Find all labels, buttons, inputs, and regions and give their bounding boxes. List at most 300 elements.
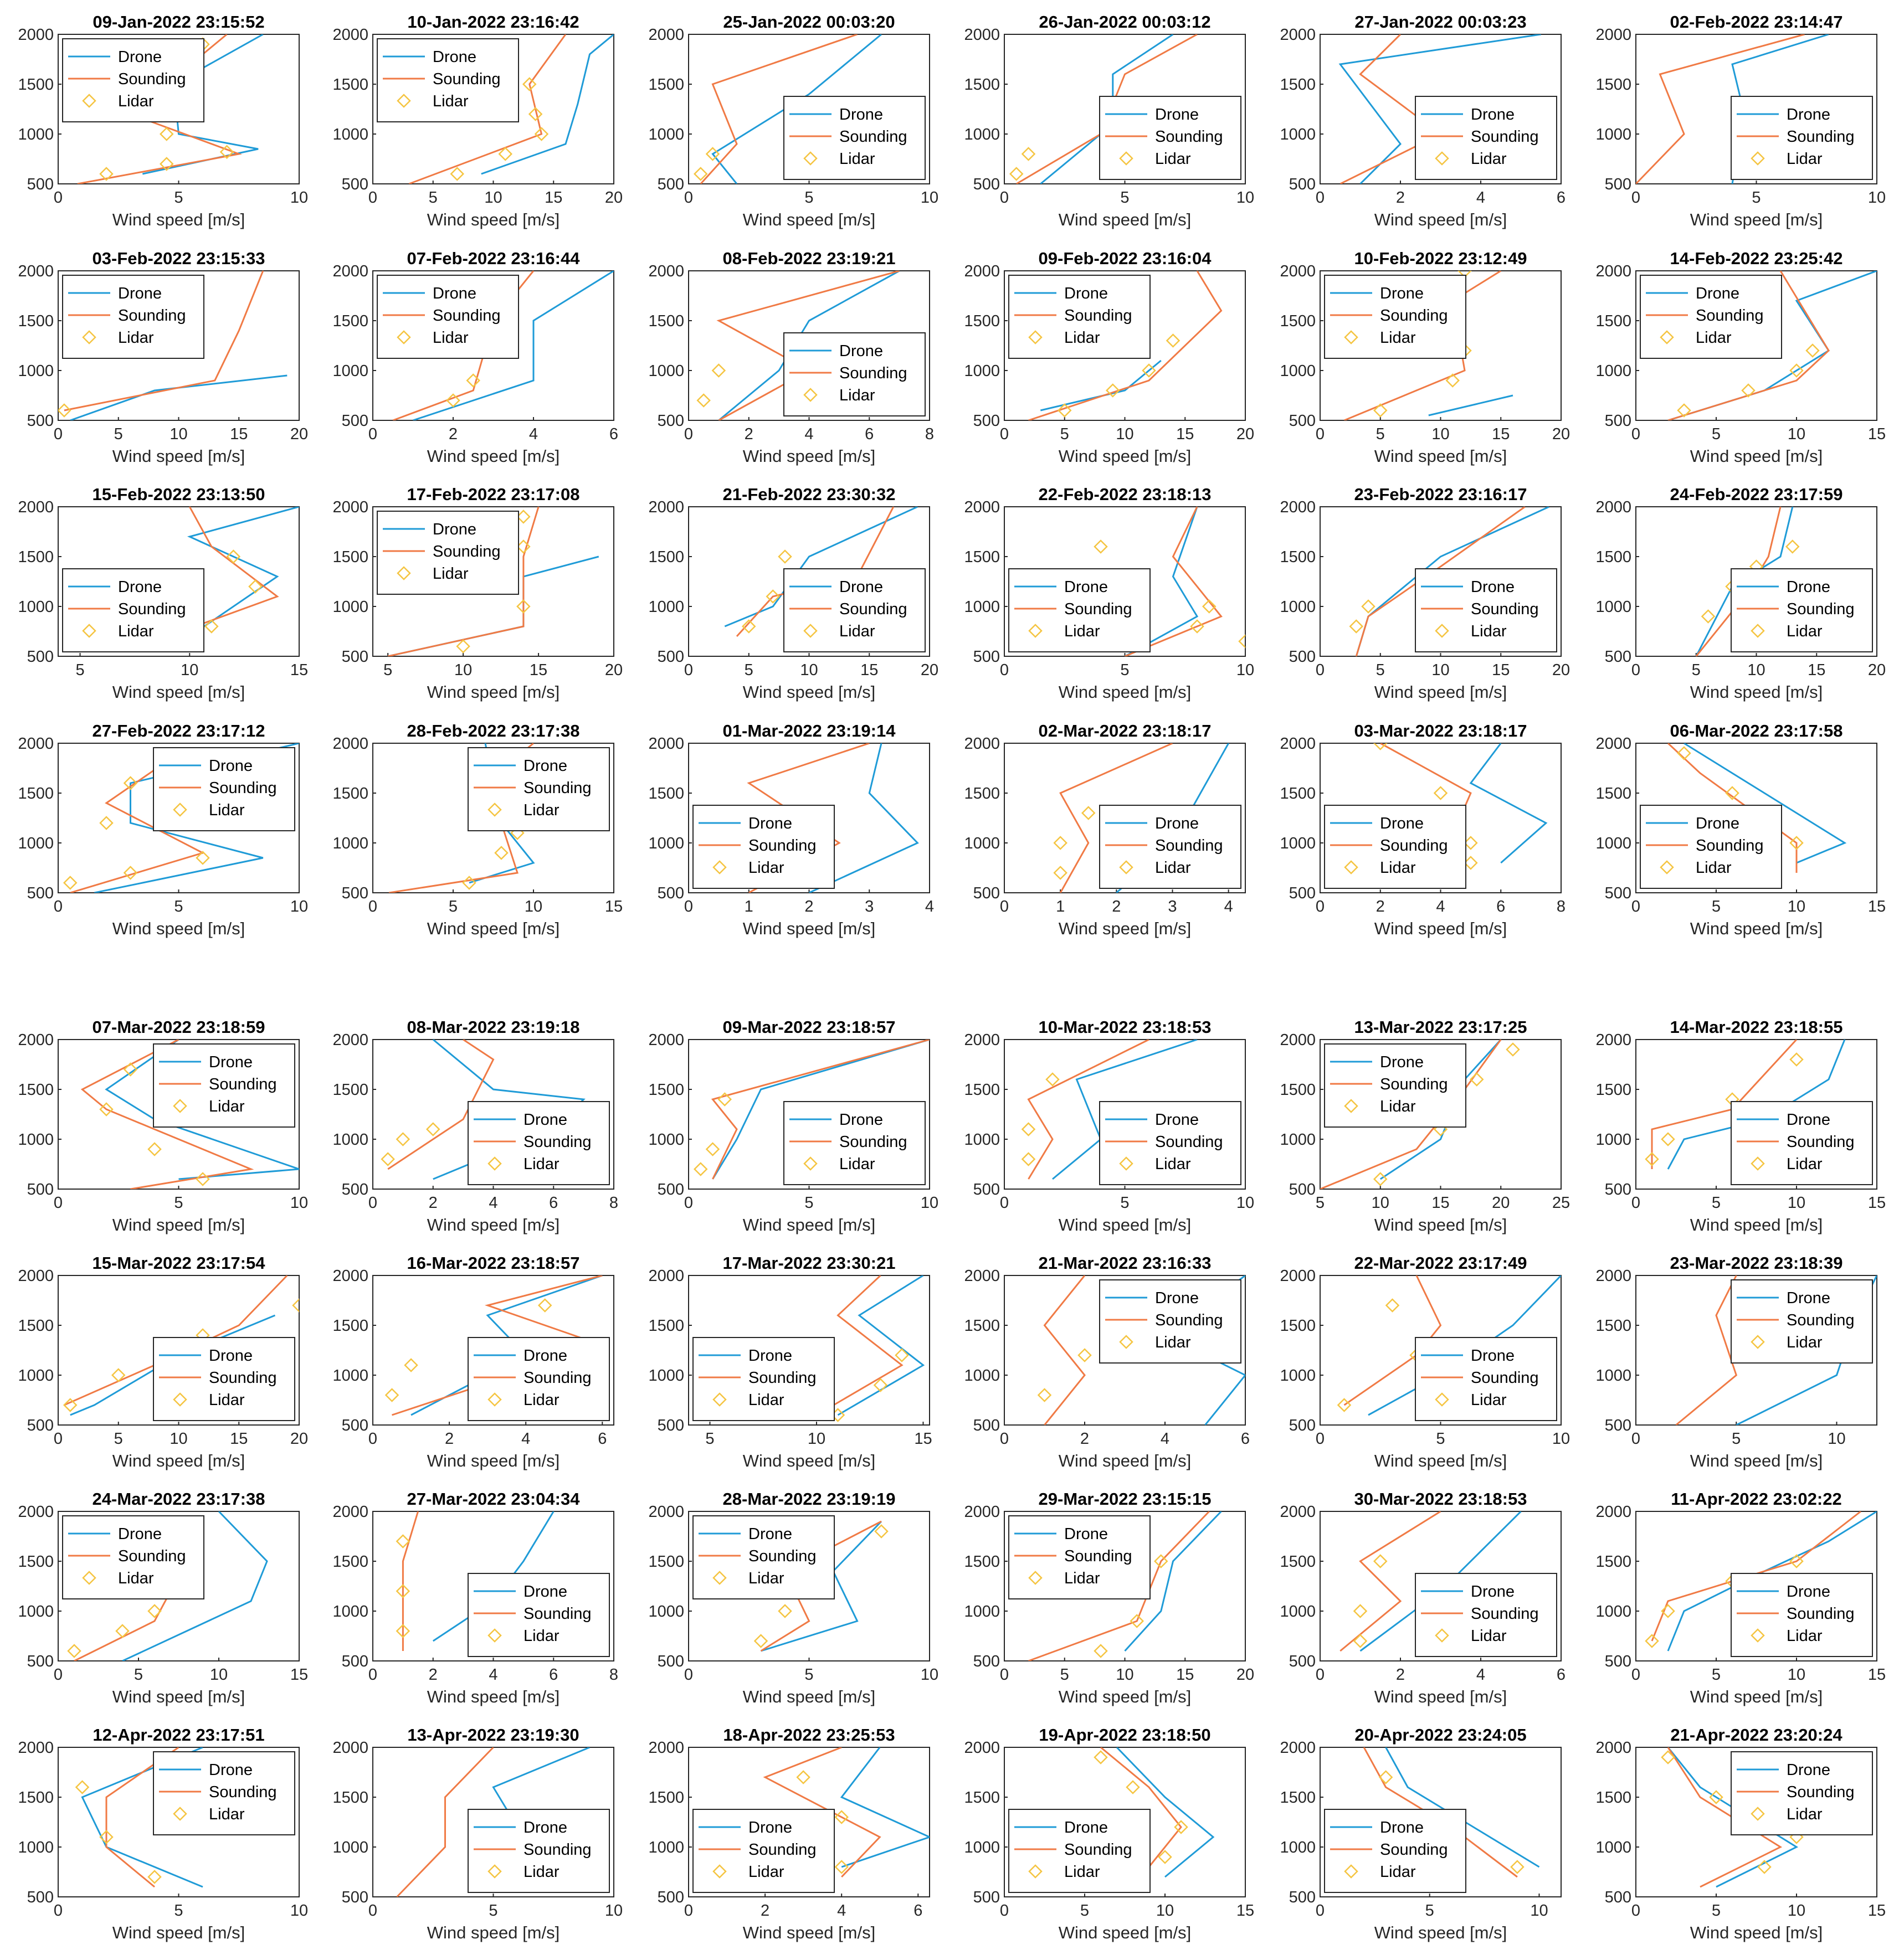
chart-panel bbox=[1280, 721, 1566, 938]
chart-title: 18-Apr-2022 23:25:53 bbox=[723, 1725, 895, 1745]
legend-sounding-label: Sounding bbox=[523, 1841, 592, 1859]
y-tick-label: 2000 bbox=[964, 1739, 1000, 1757]
y-tick-label: 1500 bbox=[1595, 1789, 1631, 1807]
legend-sounding-label: Sounding bbox=[433, 307, 501, 325]
x-tick-label: 4 bbox=[521, 1430, 531, 1448]
x-axis-label: Wind speed [m/s] bbox=[427, 210, 560, 229]
legend-drone-label: Drone bbox=[748, 815, 792, 832]
y-tick-label: 500 bbox=[657, 1653, 684, 1670]
legend-lidar-label: Lidar bbox=[1380, 1098, 1416, 1115]
legend-lidar-label: Lidar bbox=[1155, 1334, 1191, 1351]
chart-title: 27-Jan-2022 00:03:23 bbox=[1354, 12, 1527, 32]
y-tick-label: 2000 bbox=[1595, 1739, 1631, 1757]
x-axis-label: Wind speed [m/s] bbox=[1374, 1687, 1507, 1706]
y-tick-label: 2000 bbox=[648, 1267, 684, 1285]
y-tick-label: 1500 bbox=[964, 548, 1000, 566]
x-axis-label: Wind speed [m/s] bbox=[742, 210, 876, 229]
x-tick-label: 5 bbox=[1315, 1194, 1325, 1212]
chart-title: 22-Mar-2022 23:17:49 bbox=[1354, 1253, 1527, 1273]
chart-panel bbox=[648, 249, 934, 466]
legend-lidar-label: Lidar bbox=[839, 150, 875, 168]
legend-lidar-label: Lidar bbox=[118, 92, 154, 110]
x-tick-label: 25 bbox=[1552, 1194, 1570, 1212]
y-tick-label: 500 bbox=[973, 1889, 1000, 1906]
x-axis-label: Wind speed [m/s] bbox=[427, 446, 560, 466]
y-tick-label: 2000 bbox=[332, 1031, 368, 1049]
y-tick-label: 1000 bbox=[1595, 1131, 1631, 1149]
y-tick-label: 1500 bbox=[332, 1789, 368, 1807]
legend-drone-label: Drone bbox=[1064, 578, 1108, 596]
legend-lidar-label: Lidar bbox=[1380, 329, 1416, 347]
y-tick-label: 1500 bbox=[1280, 1789, 1316, 1807]
x-tick-label: 15 bbox=[1867, 898, 1886, 915]
y-tick-label: 1500 bbox=[964, 1789, 1000, 1807]
x-tick-label: 4 bbox=[925, 898, 935, 915]
y-tick-label: 1000 bbox=[648, 1839, 684, 1856]
x-tick-label: 5 bbox=[1376, 425, 1385, 443]
chart-title: 12-Apr-2022 23:17:51 bbox=[93, 1725, 265, 1745]
y-tick-label: 2000 bbox=[18, 498, 54, 516]
y-tick-label: 1000 bbox=[18, 1367, 54, 1385]
legend bbox=[377, 39, 519, 122]
legend-lidar-label: Lidar bbox=[523, 1627, 560, 1645]
x-tick-label: 5 bbox=[804, 189, 814, 207]
x-tick-label: 20 bbox=[1552, 661, 1570, 679]
y-tick-label: 500 bbox=[1289, 884, 1316, 902]
x-tick-label: 5 bbox=[1711, 898, 1721, 915]
x-tick-label: 10 bbox=[524, 898, 543, 915]
y-tick-label: 2000 bbox=[1280, 1503, 1316, 1521]
x-tick-label: 10 bbox=[1828, 1430, 1846, 1448]
legend bbox=[377, 275, 519, 358]
x-axis-label: Wind speed [m/s] bbox=[427, 1923, 560, 1942]
legend bbox=[1325, 1809, 1466, 1892]
chart-title: 22-Feb-2022 23:18:13 bbox=[1038, 485, 1212, 504]
chart-title: 17-Feb-2022 23:17:08 bbox=[407, 485, 580, 504]
y-tick-label: 2000 bbox=[964, 1031, 1000, 1049]
x-tick-label: 4 bbox=[489, 1194, 498, 1212]
legend-lidar-label: Lidar bbox=[748, 1391, 784, 1409]
y-tick-label: 1000 bbox=[18, 1131, 54, 1149]
y-tick-label: 2000 bbox=[964, 735, 1000, 753]
legend-drone-label: Drone bbox=[1380, 285, 1424, 302]
y-tick-label: 2000 bbox=[648, 1031, 684, 1049]
x-tick-label: 2 bbox=[1395, 1666, 1405, 1684]
x-axis-label: Wind speed [m/s] bbox=[742, 682, 876, 702]
x-tick-label: 5 bbox=[804, 1194, 814, 1212]
x-tick-label: 15 bbox=[1867, 1666, 1886, 1684]
legend-drone-label: Drone bbox=[1380, 1053, 1424, 1071]
x-axis-label: Wind speed [m/s] bbox=[742, 1923, 876, 1942]
legend bbox=[1009, 1516, 1150, 1599]
legend-sounding-label: Sounding bbox=[1064, 600, 1132, 618]
x-tick-label: 10 bbox=[1236, 661, 1255, 679]
x-tick-label: 10 bbox=[454, 661, 473, 679]
legend-lidar-label: Lidar bbox=[1471, 150, 1507, 168]
chart-title: 26-Jan-2022 00:03:12 bbox=[1039, 12, 1211, 32]
y-tick-label: 1500 bbox=[18, 785, 54, 802]
y-tick-label: 1000 bbox=[964, 1839, 1000, 1856]
y-tick-label: 500 bbox=[1604, 412, 1631, 430]
x-tick-label: 15 bbox=[1867, 1902, 1886, 1920]
legend-sounding-label: Sounding bbox=[523, 779, 592, 797]
y-tick-label: 500 bbox=[657, 1417, 684, 1434]
y-tick-label: 1500 bbox=[1595, 76, 1631, 94]
legend-lidar-label: Lidar bbox=[1380, 859, 1416, 877]
y-tick-label: 2000 bbox=[332, 735, 368, 753]
legend-sounding-label: Sounding bbox=[748, 1841, 817, 1859]
legend bbox=[1325, 805, 1466, 888]
x-tick-label: 0 bbox=[684, 189, 694, 207]
legend-drone-label: Drone bbox=[1155, 1111, 1199, 1129]
y-tick-label: 1500 bbox=[1280, 1553, 1316, 1571]
x-tick-label: 0 bbox=[1315, 1902, 1325, 1920]
y-tick-label: 2000 bbox=[332, 263, 368, 280]
legend-sounding-label: Sounding bbox=[1155, 1133, 1223, 1151]
legend bbox=[1640, 805, 1782, 888]
x-tick-label: 15 bbox=[529, 661, 548, 679]
legend bbox=[63, 275, 204, 358]
y-tick-label: 2000 bbox=[1280, 1031, 1316, 1049]
y-tick-label: 500 bbox=[657, 648, 684, 666]
x-tick-label: 10 bbox=[1156, 1902, 1174, 1920]
x-tick-label: 10 bbox=[1116, 425, 1134, 443]
legend bbox=[1640, 275, 1782, 358]
x-tick-label: 10 bbox=[920, 1666, 939, 1684]
x-tick-label: 0 bbox=[1631, 898, 1641, 915]
legend-drone-label: Drone bbox=[1064, 1819, 1108, 1836]
y-tick-label: 1000 bbox=[332, 1603, 368, 1621]
x-tick-label: 2 bbox=[428, 1666, 438, 1684]
chart-panel bbox=[1595, 485, 1886, 702]
chart-title: 24-Mar-2022 23:17:38 bbox=[92, 1489, 265, 1509]
legend-sounding-label: Sounding bbox=[523, 1369, 592, 1387]
legend-sounding-label: Sounding bbox=[1155, 837, 1223, 855]
y-tick-label: 1500 bbox=[1280, 76, 1316, 94]
y-tick-label: 1000 bbox=[964, 835, 1000, 852]
x-tick-label: 10 bbox=[1236, 1194, 1255, 1212]
x-tick-label: 0 bbox=[1315, 189, 1325, 207]
legend bbox=[693, 1516, 834, 1599]
legend-drone-label: Drone bbox=[433, 521, 476, 538]
x-tick-label: 0 bbox=[1315, 898, 1325, 915]
chart-title: 16-Mar-2022 23:18:57 bbox=[407, 1253, 580, 1273]
x-tick-label: 5 bbox=[1711, 1194, 1721, 1212]
legend bbox=[1325, 1044, 1466, 1127]
x-tick-label: 10 bbox=[1787, 1194, 1806, 1212]
y-tick-label: 2000 bbox=[964, 263, 1000, 280]
legend-lidar-label: Lidar bbox=[1696, 329, 1732, 347]
legend-drone-label: Drone bbox=[1787, 106, 1830, 124]
y-tick-label: 500 bbox=[27, 176, 54, 193]
y-tick-label: 1500 bbox=[1280, 548, 1316, 566]
x-tick-label: 0 bbox=[368, 1194, 378, 1212]
x-tick-label: 2 bbox=[1112, 898, 1121, 915]
x-tick-label: 5 bbox=[1711, 1902, 1721, 1920]
legend-sounding-label: Sounding bbox=[433, 543, 501, 560]
legend-lidar-label: Lidar bbox=[1787, 623, 1823, 640]
legend-drone-label: Drone bbox=[1787, 1289, 1830, 1307]
y-tick-label: 500 bbox=[1604, 648, 1631, 666]
legend-drone-label: Drone bbox=[1155, 106, 1199, 124]
legend-lidar-label: Lidar bbox=[1380, 1863, 1416, 1881]
chart-panel bbox=[1280, 1725, 1561, 1942]
x-tick-label: 5 bbox=[134, 1666, 143, 1684]
x-tick-label: 5 bbox=[1120, 661, 1130, 679]
y-tick-label: 1000 bbox=[964, 1603, 1000, 1621]
legend-drone-label: Drone bbox=[433, 285, 476, 302]
x-tick-label: 0 bbox=[684, 898, 694, 915]
legend-sounding-label: Sounding bbox=[748, 837, 817, 855]
chart-title: 08-Mar-2022 23:19:18 bbox=[407, 1017, 580, 1037]
x-axis-label: Wind speed [m/s] bbox=[742, 919, 876, 938]
legend-drone-label: Drone bbox=[748, 1347, 792, 1365]
y-tick-label: 500 bbox=[657, 884, 684, 902]
y-tick-label: 1500 bbox=[964, 1317, 1000, 1335]
legend-sounding-label: Sounding bbox=[209, 1369, 277, 1387]
x-axis-label: Wind speed [m/s] bbox=[1690, 1451, 1823, 1470]
y-tick-label: 1000 bbox=[964, 126, 1000, 143]
y-tick-label: 2000 bbox=[18, 1031, 54, 1049]
legend-lidar-label: Lidar bbox=[1787, 1805, 1823, 1823]
y-tick-label: 2000 bbox=[18, 735, 54, 753]
x-tick-label: 10 bbox=[604, 1902, 623, 1920]
legend-sounding-label: Sounding bbox=[1380, 1841, 1448, 1859]
x-tick-label: 1 bbox=[1056, 898, 1065, 915]
chart-panel bbox=[18, 721, 308, 938]
y-tick-label: 2000 bbox=[648, 735, 684, 753]
legend-sounding-label: Sounding bbox=[1064, 307, 1132, 325]
x-axis-label: Wind speed [m/s] bbox=[112, 1687, 245, 1706]
legend-drone-label: Drone bbox=[118, 48, 162, 66]
chart-panel bbox=[1280, 1489, 1566, 1706]
x-tick-label: 20 bbox=[604, 661, 623, 679]
legend-sounding-label: Sounding bbox=[1787, 600, 1855, 618]
y-tick-label: 1000 bbox=[18, 1839, 54, 1856]
chart-panel bbox=[964, 485, 1254, 702]
x-tick-label: 15 bbox=[1492, 661, 1510, 679]
y-tick-label: 500 bbox=[341, 1653, 368, 1670]
y-tick-label: 2000 bbox=[18, 1503, 54, 1521]
y-tick-label: 1000 bbox=[648, 1603, 684, 1621]
chart-title: 15-Mar-2022 23:17:54 bbox=[92, 1253, 265, 1273]
x-axis-label: Wind speed [m/s] bbox=[112, 919, 245, 938]
chart-title: 10-Feb-2022 23:12:49 bbox=[1354, 249, 1527, 268]
y-tick-label: 1500 bbox=[964, 1553, 1000, 1571]
legend-lidar-label: Lidar bbox=[748, 1570, 784, 1587]
x-tick-label: 15 bbox=[604, 898, 623, 915]
y-tick-label: 1500 bbox=[648, 312, 684, 330]
y-tick-label: 2000 bbox=[964, 1267, 1000, 1285]
x-tick-label: 5 bbox=[448, 898, 458, 915]
chart-title: 21-Mar-2022 23:16:33 bbox=[1038, 1253, 1212, 1273]
chart-panel bbox=[964, 721, 1245, 938]
legend-lidar-label: Lidar bbox=[433, 565, 469, 583]
y-tick-label: 1500 bbox=[332, 785, 368, 802]
y-tick-label: 1500 bbox=[648, 1789, 684, 1807]
legend-sounding-label: Sounding bbox=[118, 70, 186, 88]
x-tick-label: 5 bbox=[804, 1666, 814, 1684]
x-axis-label: Wind speed [m/s] bbox=[427, 1215, 560, 1234]
x-axis-label: Wind speed [m/s] bbox=[112, 1923, 245, 1942]
legend-sounding-label: Sounding bbox=[118, 1547, 186, 1565]
chart-title: 14-Feb-2022 23:25:42 bbox=[1670, 249, 1843, 268]
y-tick-label: 500 bbox=[973, 412, 1000, 430]
x-tick-label: 0 bbox=[53, 1902, 63, 1920]
legend-lidar-label: Lidar bbox=[1787, 1155, 1823, 1173]
y-tick-label: 500 bbox=[341, 176, 368, 193]
chart-panel bbox=[332, 1725, 623, 1942]
y-tick-label: 1500 bbox=[1280, 785, 1316, 802]
x-axis-label: Wind speed [m/s] bbox=[1374, 446, 1507, 466]
y-tick-label: 1500 bbox=[18, 1553, 54, 1571]
legend bbox=[468, 748, 609, 831]
x-tick-label: 15 bbox=[230, 1430, 248, 1448]
legend-lidar-label: Lidar bbox=[523, 801, 560, 819]
chart-panel bbox=[1595, 12, 1886, 229]
legend bbox=[468, 1573, 609, 1657]
legend-drone-label: Drone bbox=[839, 342, 883, 360]
chart-title: 27-Feb-2022 23:17:12 bbox=[92, 721, 265, 740]
y-tick-label: 2000 bbox=[1595, 735, 1631, 753]
y-tick-label: 500 bbox=[1604, 1181, 1631, 1198]
chart-panel bbox=[18, 12, 308, 229]
y-tick-label: 1500 bbox=[18, 1317, 54, 1335]
x-tick-label: 15 bbox=[1492, 425, 1510, 443]
x-tick-label: 10 bbox=[209, 1666, 228, 1684]
chart-panel bbox=[332, 1489, 618, 1706]
chart-panel bbox=[964, 1253, 1250, 1470]
legend-drone-label: Drone bbox=[1155, 815, 1199, 832]
x-tick-label: 6 bbox=[865, 425, 874, 443]
y-tick-label: 1000 bbox=[18, 126, 54, 143]
x-tick-label: 8 bbox=[609, 1194, 619, 1212]
chart-title: 10-Jan-2022 23:16:42 bbox=[407, 12, 579, 32]
legend-lidar-label: Lidar bbox=[433, 92, 469, 110]
x-tick-label: 0 bbox=[368, 1666, 378, 1684]
x-axis-label: Wind speed [m/s] bbox=[1690, 1687, 1823, 1706]
x-tick-label: 0 bbox=[53, 1666, 63, 1684]
legend-lidar-label: Lidar bbox=[523, 1155, 560, 1173]
chart-title: 01-Mar-2022 23:19:14 bbox=[722, 721, 896, 740]
y-tick-label: 1000 bbox=[1280, 1367, 1316, 1385]
y-tick-label: 2000 bbox=[18, 1267, 54, 1285]
legend-sounding-label: Sounding bbox=[839, 1133, 907, 1151]
chart-panel bbox=[964, 12, 1254, 229]
legend-drone-label: Drone bbox=[1471, 1583, 1515, 1601]
x-tick-label: 0 bbox=[1631, 1194, 1641, 1212]
x-tick-label: 20 bbox=[1552, 425, 1570, 443]
legend-lidar-label: Lidar bbox=[1787, 150, 1823, 168]
y-tick-label: 1000 bbox=[1280, 362, 1316, 380]
x-tick-label: 10 bbox=[1371, 1194, 1389, 1212]
chart-panel bbox=[18, 249, 308, 466]
y-tick-label: 1000 bbox=[18, 835, 54, 852]
x-axis-label: Wind speed [m/s] bbox=[1058, 1451, 1192, 1470]
legend bbox=[784, 96, 925, 179]
y-tick-label: 1000 bbox=[1280, 598, 1316, 616]
y-tick-label: 1500 bbox=[648, 785, 684, 802]
x-axis-label: Wind speed [m/s] bbox=[1058, 682, 1192, 702]
y-tick-label: 500 bbox=[1604, 176, 1631, 193]
x-tick-label: 0 bbox=[368, 898, 378, 915]
y-tick-label: 1500 bbox=[964, 76, 1000, 94]
y-tick-label: 2000 bbox=[332, 1267, 368, 1285]
x-tick-label: 10 bbox=[807, 1430, 826, 1448]
legend-sounding-label: Sounding bbox=[523, 1133, 592, 1151]
legend-drone-label: Drone bbox=[1787, 1583, 1830, 1601]
y-tick-label: 1000 bbox=[1280, 835, 1316, 852]
x-tick-label: 0 bbox=[684, 1666, 694, 1684]
chart-title: 17-Mar-2022 23:30:21 bbox=[722, 1253, 896, 1273]
chart-panel bbox=[648, 1253, 932, 1470]
chart-title: 02-Feb-2022 23:14:47 bbox=[1670, 12, 1843, 32]
legend-lidar-label: Lidar bbox=[839, 387, 875, 404]
x-tick-label: 6 bbox=[1496, 898, 1506, 915]
y-tick-label: 500 bbox=[973, 1417, 1000, 1434]
y-tick-label: 1500 bbox=[964, 785, 1000, 802]
chart-panel bbox=[332, 485, 623, 702]
chart-panel bbox=[1280, 249, 1570, 466]
legend-drone-label: Drone bbox=[1787, 578, 1830, 596]
legend bbox=[1009, 275, 1150, 358]
y-tick-label: 1500 bbox=[648, 76, 684, 94]
y-tick-label: 1500 bbox=[332, 1081, 368, 1099]
legend-drone-label: Drone bbox=[1471, 1347, 1515, 1365]
x-axis-label: Wind speed [m/s] bbox=[742, 1451, 876, 1470]
x-tick-label: 6 bbox=[913, 1902, 923, 1920]
x-axis-label: Wind speed [m/s] bbox=[112, 1215, 245, 1234]
y-tick-label: 1000 bbox=[1595, 1839, 1631, 1856]
x-tick-label: 2 bbox=[1376, 898, 1385, 915]
legend-drone-label: Drone bbox=[523, 1819, 567, 1836]
y-tick-label: 500 bbox=[341, 648, 368, 666]
x-axis-label: Wind speed [m/s] bbox=[1690, 1923, 1823, 1942]
y-tick-label: 1000 bbox=[1595, 362, 1631, 380]
x-tick-label: 5 bbox=[705, 1430, 715, 1448]
legend bbox=[1731, 569, 1872, 652]
legend bbox=[1009, 1809, 1150, 1892]
chart-title: 13-Mar-2022 23:17:25 bbox=[1354, 1017, 1527, 1037]
legend-lidar-label: Lidar bbox=[1064, 623, 1100, 640]
x-tick-label: 10 bbox=[1431, 425, 1450, 443]
x-axis-label: Wind speed [m/s] bbox=[427, 1687, 560, 1706]
x-axis-label: Wind speed [m/s] bbox=[742, 446, 876, 466]
legend-sounding-label: Sounding bbox=[1471, 600, 1539, 618]
chart-panel bbox=[648, 1725, 930, 1942]
y-tick-label: 1500 bbox=[1595, 1317, 1631, 1335]
x-tick-label: 20 bbox=[1236, 425, 1255, 443]
y-tick-label: 1500 bbox=[332, 1553, 368, 1571]
legend-lidar-label: Lidar bbox=[118, 1570, 154, 1587]
legend-sounding-label: Sounding bbox=[1787, 1783, 1855, 1801]
x-tick-label: 2 bbox=[1395, 189, 1405, 207]
y-tick-label: 1000 bbox=[1280, 1131, 1316, 1149]
y-tick-label: 500 bbox=[341, 1889, 368, 1906]
y-tick-label: 2000 bbox=[18, 26, 54, 44]
legend bbox=[1731, 1102, 1872, 1185]
chart-title: 29-Mar-2022 23:15:15 bbox=[1038, 1489, 1212, 1509]
chart-title: 30-Mar-2022 23:18:53 bbox=[1354, 1489, 1527, 1509]
x-tick-label: 10 bbox=[1236, 189, 1255, 207]
x-axis-label: Wind speed [m/s] bbox=[742, 1687, 876, 1706]
x-tick-label: 15 bbox=[1236, 1902, 1255, 1920]
y-tick-label: 1500 bbox=[648, 1081, 684, 1099]
y-tick-label: 1000 bbox=[648, 1131, 684, 1149]
legend-drone-label: Drone bbox=[1471, 578, 1515, 596]
chart-title: 27-Mar-2022 23:04:34 bbox=[407, 1489, 580, 1509]
x-tick-label: 10 bbox=[1787, 898, 1806, 915]
